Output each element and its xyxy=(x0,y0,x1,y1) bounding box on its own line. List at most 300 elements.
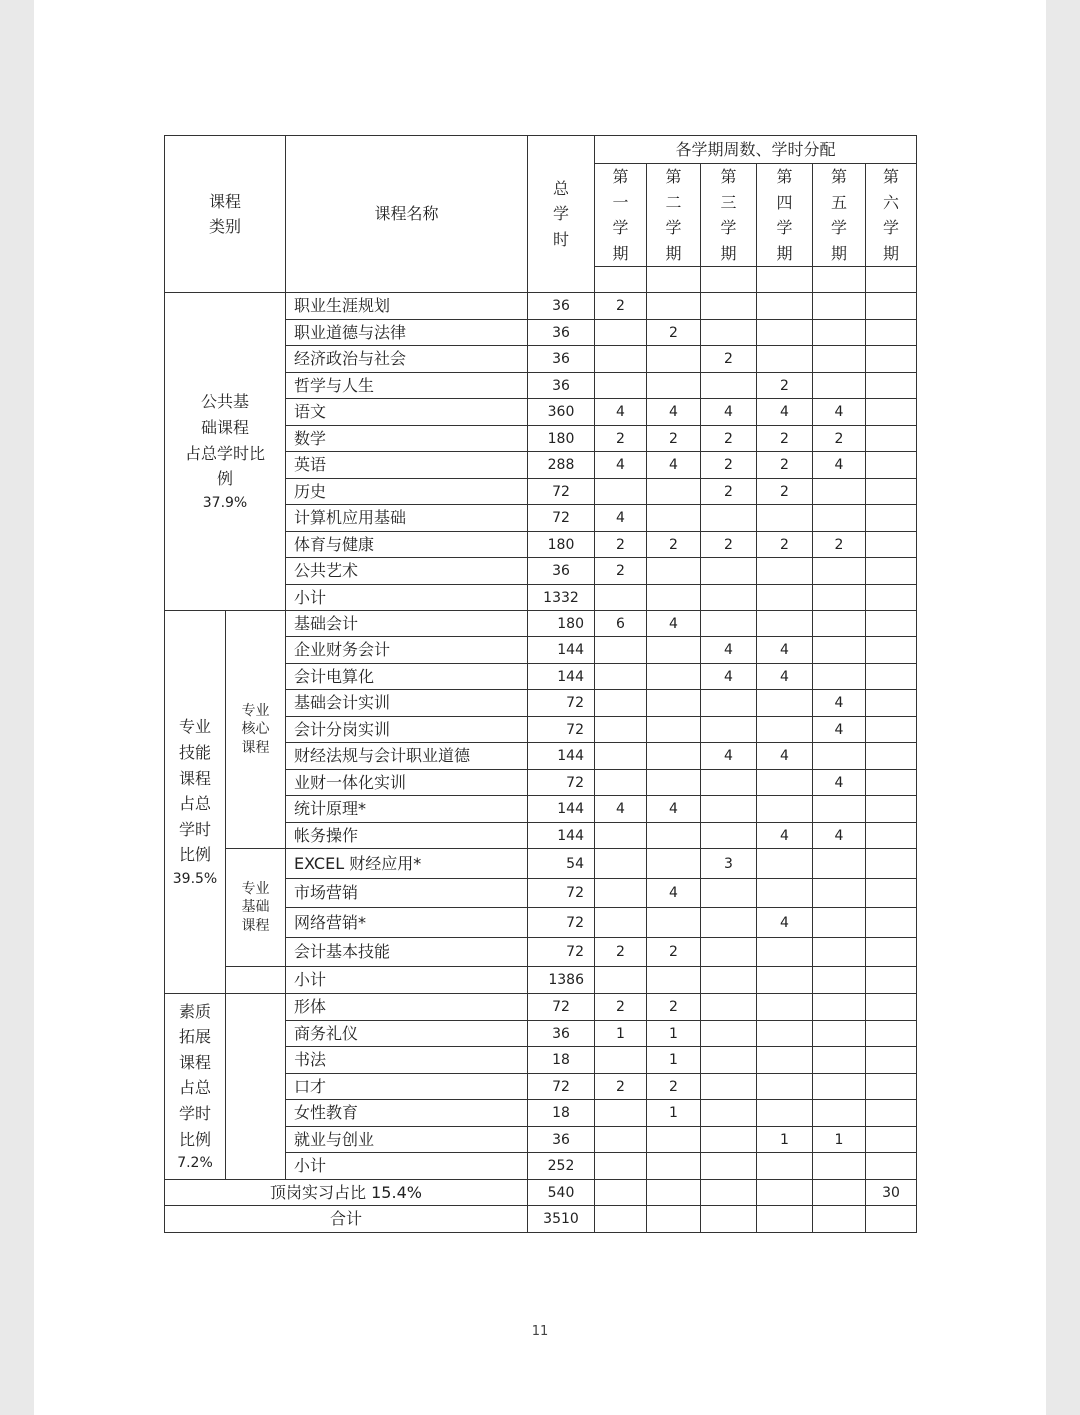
semester-4-hours xyxy=(757,1073,813,1100)
semester-4-hours xyxy=(757,994,813,1021)
semester-5-hours xyxy=(813,796,866,823)
total-hours: 36 xyxy=(528,319,595,346)
public-basic-label-char: 占总学时比 xyxy=(184,443,265,463)
header-semester-label-char: 学 xyxy=(830,218,847,238)
header-semester-1 xyxy=(595,164,647,267)
course-name: 经济政治与社会 xyxy=(286,346,528,373)
semester-1-hours: 2 xyxy=(595,1073,647,1100)
semester-6-hours xyxy=(866,584,917,611)
header-semester-4 xyxy=(757,164,813,267)
semester-3-hours xyxy=(701,878,757,908)
header-semester-3 xyxy=(701,164,757,267)
semester-3-hours xyxy=(701,558,757,585)
semester-3-hours: 2 xyxy=(701,425,757,452)
public-basic-label-char: 公共基 xyxy=(200,392,249,412)
course-name: 会计电算化 xyxy=(286,663,528,690)
semester-1-hours: 4 xyxy=(595,399,647,426)
course-name: 计算机应用基础 xyxy=(286,505,528,532)
header-semester-label-char: 期 xyxy=(665,243,682,263)
semester-2-hours: 4 xyxy=(647,452,701,479)
semester-1-hours xyxy=(595,743,647,770)
total-hours: 180 xyxy=(528,425,595,452)
total-hours: 144 xyxy=(528,637,595,664)
header-category-label-char: 课程 xyxy=(208,191,241,211)
header-blank-cell xyxy=(595,267,647,293)
semester-2-hours xyxy=(647,849,701,879)
semester-6-hours xyxy=(866,1073,917,1100)
course-name: 公共艺术 xyxy=(286,558,528,585)
semester-5-hours xyxy=(813,1073,866,1100)
header-blank-cell xyxy=(866,267,917,293)
course-name: 口才 xyxy=(286,1073,528,1100)
course-name: 就业与创业 xyxy=(286,1126,528,1153)
semester-3-hours: 4 xyxy=(701,663,757,690)
semester-5-hours xyxy=(813,994,866,1021)
total-hours: 360 xyxy=(528,399,595,426)
header-semester-label xyxy=(595,164,646,266)
header-course-name: 课程名称 xyxy=(286,136,528,293)
semester-1-hours xyxy=(595,478,647,505)
semester-4-hours xyxy=(757,796,813,823)
header-category-label-char: 类别 xyxy=(208,217,241,237)
professional-skill-label xyxy=(165,714,225,890)
public-basic-category xyxy=(165,293,286,611)
semester-2-hours: 4 xyxy=(647,611,701,637)
total-hours: 18 xyxy=(528,1047,595,1074)
semester-1-hours xyxy=(595,849,647,879)
semester-6-hours xyxy=(866,505,917,532)
professional-skill-label-percentage: 39.5% xyxy=(172,870,218,887)
semester-2-hours: 2 xyxy=(647,937,701,967)
core-course-label xyxy=(226,702,285,759)
semester-1-hours xyxy=(595,637,647,664)
semester-4-hours xyxy=(757,967,813,994)
course-name: 小计 xyxy=(286,967,528,994)
semester-6-hours xyxy=(866,478,917,505)
header-blank-cell xyxy=(701,267,757,293)
basic-course-label-char: 专业 xyxy=(241,880,270,897)
header-semester-label-char: 期 xyxy=(776,243,793,263)
semester-3-hours xyxy=(701,769,757,796)
semester-4-hours: 2 xyxy=(757,478,813,505)
semester-4-hours xyxy=(757,1047,813,1074)
semester-1-hours xyxy=(595,1100,647,1127)
header-semester-label-char: 三 xyxy=(720,192,737,212)
semester-4-hours xyxy=(757,1153,813,1180)
header-semester-label-char: 学 xyxy=(665,218,682,238)
empty-subcategory-cell xyxy=(226,994,286,1180)
semester-6-hours xyxy=(866,743,917,770)
semester-4-hours xyxy=(757,1100,813,1127)
semester-4-hours: 2 xyxy=(757,452,813,479)
course-name: EXCEL 财经应用* xyxy=(286,849,528,879)
header-semester-label xyxy=(813,164,865,266)
header-semester-label-char: 期 xyxy=(882,243,899,263)
header-semester-label-char: 学 xyxy=(720,218,737,238)
header-semester-label-char: 六 xyxy=(882,192,899,212)
semester-1-hours xyxy=(595,1206,647,1233)
semester-6-hours xyxy=(866,1100,917,1127)
semester-2-hours xyxy=(647,372,701,399)
quality-expansion-label-char: 素质 xyxy=(178,1001,211,1021)
semester-6-hours xyxy=(866,796,917,823)
semester-2-hours xyxy=(647,584,701,611)
quality-expansion-label xyxy=(165,999,225,1175)
semester-1-hours: 2 xyxy=(595,531,647,558)
semester-5-hours xyxy=(813,1206,866,1233)
semester-4-hours: 4 xyxy=(757,399,813,426)
semester-5-hours: 2 xyxy=(813,425,866,452)
public-basic-label-percentage: 37.9% xyxy=(202,494,248,511)
professional-skill-category xyxy=(165,611,226,994)
header-total-label xyxy=(528,176,594,253)
course-name: 哲学与人生 xyxy=(286,372,528,399)
semester-4-hours xyxy=(757,346,813,373)
semester-5-hours: 4 xyxy=(813,690,866,717)
quality-expansion-label-char: 比例 xyxy=(178,1129,211,1149)
semester-1-hours xyxy=(595,822,647,849)
header-semester-label-char: 学 xyxy=(776,218,793,238)
course-name: 语文 xyxy=(286,399,528,426)
semester-4-hours xyxy=(757,769,813,796)
semester-5-hours: 2 xyxy=(813,531,866,558)
semester-6-hours xyxy=(866,637,917,664)
semester-3-hours: 2 xyxy=(701,531,757,558)
semester-4-hours xyxy=(757,1020,813,1047)
course-name: 女性教育 xyxy=(286,1100,528,1127)
semester-5-hours xyxy=(813,967,866,994)
semester-5-hours xyxy=(813,319,866,346)
total-hours: 72 xyxy=(528,769,595,796)
semester-6-hours xyxy=(866,967,917,994)
table-row xyxy=(165,994,917,1021)
professional-skill-label-char: 比例 xyxy=(178,845,211,865)
quality-expansion-label-char: 拓展 xyxy=(178,1027,211,1047)
semester-3-hours: 2 xyxy=(701,452,757,479)
basic-course-label-char: 课程 xyxy=(241,918,270,935)
semester-2-hours: 4 xyxy=(647,878,701,908)
header-semester-label-char: 一 xyxy=(612,192,629,212)
header-total-label-char: 学 xyxy=(552,204,569,224)
semester-5-hours: 4 xyxy=(813,716,866,743)
semester-1-hours xyxy=(595,690,647,717)
semester-6-hours xyxy=(866,611,917,637)
header-blank-cell xyxy=(813,267,866,293)
total-hours: 72 xyxy=(528,878,595,908)
semester-2-hours: 1 xyxy=(647,1100,701,1127)
semester-4-hours xyxy=(757,558,813,585)
semester-6-hours xyxy=(866,1126,917,1153)
header-semester-group: 各学期周数、学时分配 xyxy=(595,136,917,164)
semester-1-hours: 4 xyxy=(595,452,647,479)
semester-3-hours xyxy=(701,690,757,717)
course-name: 职业生涯规划 xyxy=(286,293,528,320)
semester-6-hours xyxy=(866,690,917,717)
course-name: 网络营销* xyxy=(286,908,528,938)
professional-skill-label-char: 学时 xyxy=(178,819,211,839)
total-hours: 144 xyxy=(528,663,595,690)
semester-5-hours xyxy=(813,372,866,399)
semester-1-hours: 2 xyxy=(595,293,647,320)
header-blank-cell xyxy=(647,267,701,293)
semester-4-hours: 2 xyxy=(757,425,813,452)
semester-1-hours xyxy=(595,769,647,796)
semester-3-hours xyxy=(701,1179,757,1206)
semester-4-hours xyxy=(757,716,813,743)
semester-2-hours xyxy=(647,1153,701,1180)
semester-5-hours xyxy=(813,637,866,664)
professional-skill-label-char: 占总 xyxy=(178,794,211,814)
semester-4-hours xyxy=(757,1206,813,1233)
total-hours: 72 xyxy=(528,937,595,967)
semester-6-hours xyxy=(866,452,917,479)
semester-1-hours xyxy=(595,663,647,690)
semester-6-hours xyxy=(866,822,917,849)
total-hours: 180 xyxy=(528,531,595,558)
total-hours: 54 xyxy=(528,849,595,879)
semester-1-hours: 4 xyxy=(595,796,647,823)
semester-3-hours xyxy=(701,1206,757,1233)
header-semester-6 xyxy=(866,164,917,267)
semester-1-hours: 2 xyxy=(595,937,647,967)
semester-3-hours xyxy=(701,319,757,346)
course-name: 基础会计 xyxy=(286,611,528,637)
total-hours: 72 xyxy=(528,716,595,743)
header-semester-label-char: 第 xyxy=(830,167,847,186)
semester-3-hours: 2 xyxy=(701,478,757,505)
semester-5-hours xyxy=(813,1020,866,1047)
semester-6-hours xyxy=(866,908,917,938)
total-hours: 1386 xyxy=(528,967,595,994)
semester-4-hours xyxy=(757,1179,813,1206)
semester-3-hours xyxy=(701,1020,757,1047)
semester-2-hours xyxy=(647,743,701,770)
total-hours: 72 xyxy=(528,505,595,532)
semester-6-hours xyxy=(866,399,917,426)
semester-6-hours: 30 xyxy=(866,1179,917,1206)
semester-3-hours xyxy=(701,1126,757,1153)
semester-1-hours xyxy=(595,716,647,743)
semester-1-hours xyxy=(595,878,647,908)
header-semester-label xyxy=(701,164,756,266)
semester-2-hours: 4 xyxy=(647,399,701,426)
course-name: 业财一体化实训 xyxy=(286,769,528,796)
semester-5-hours xyxy=(813,908,866,938)
basic-course-label xyxy=(226,880,285,937)
semester-1-hours xyxy=(595,1179,647,1206)
header-semester-label xyxy=(647,164,700,266)
total-hours: 1332 xyxy=(528,584,595,611)
semester-2-hours xyxy=(647,293,701,320)
table-row xyxy=(165,849,917,879)
semester-2-hours xyxy=(647,478,701,505)
total-hours: 180 xyxy=(528,611,595,637)
quality-expansion-label-char: 占总 xyxy=(178,1078,211,1098)
semester-3-hours xyxy=(701,716,757,743)
semester-4-hours: 2 xyxy=(757,372,813,399)
total-hours: 144 xyxy=(528,822,595,849)
semester-3-hours xyxy=(701,1153,757,1180)
professional-skill-label-char: 专业 xyxy=(178,717,211,737)
semester-5-hours xyxy=(813,743,866,770)
header-total-hours xyxy=(528,136,595,293)
semester-5-hours xyxy=(813,293,866,320)
total-hours: 3510 xyxy=(528,1206,595,1233)
semester-5-hours xyxy=(813,346,866,373)
semester-5-hours xyxy=(813,1100,866,1127)
semester-6-hours xyxy=(866,663,917,690)
semester-5-hours xyxy=(813,878,866,908)
empty-subcategory-cell xyxy=(226,967,286,994)
total-hours: 252 xyxy=(528,1153,595,1180)
total-hours: 36 xyxy=(528,346,595,373)
semester-6-hours xyxy=(866,425,917,452)
header-semester-5 xyxy=(813,164,866,267)
public-basic-label-char: 础课程 xyxy=(200,418,249,438)
semester-2-hours xyxy=(647,908,701,938)
semester-2-hours xyxy=(647,822,701,849)
total-hours: 144 xyxy=(528,796,595,823)
semester-5-hours xyxy=(813,584,866,611)
header-semester-label-char: 四 xyxy=(776,192,793,212)
semester-2-hours: 1 xyxy=(647,1047,701,1074)
semester-3-hours: 2 xyxy=(701,346,757,373)
semester-2-hours: 2 xyxy=(647,1073,701,1100)
semester-6-hours xyxy=(866,1020,917,1047)
semester-1-hours xyxy=(595,1153,647,1180)
semester-3-hours xyxy=(701,584,757,611)
semester-6-hours xyxy=(866,372,917,399)
semester-2-hours xyxy=(647,1206,701,1233)
header-semester-label xyxy=(866,164,916,266)
header-semester-label-char: 第 xyxy=(612,167,629,186)
semester-4-hours xyxy=(757,584,813,611)
semester-3-hours: 4 xyxy=(701,399,757,426)
table-row xyxy=(165,293,917,320)
semester-1-hours xyxy=(595,1126,647,1153)
course-name: 形体 xyxy=(286,994,528,1021)
header-semester-label-char: 第 xyxy=(720,167,737,186)
header-semester-label-char: 第 xyxy=(665,167,682,186)
semester-4-hours: 2 xyxy=(757,531,813,558)
semester-3-hours xyxy=(701,908,757,938)
quality-expansion-label-char: 学时 xyxy=(178,1104,211,1124)
semester-3-hours: 3 xyxy=(701,849,757,879)
core-course-label-char: 专业 xyxy=(241,702,270,719)
core-course-label-char: 课程 xyxy=(241,740,270,757)
semester-1-hours: 2 xyxy=(595,994,647,1021)
semester-2-hours: 2 xyxy=(647,319,701,346)
semester-5-hours: 4 xyxy=(813,769,866,796)
semester-6-hours xyxy=(866,531,917,558)
course-name: 企业财务会计 xyxy=(286,637,528,664)
semester-2-hours xyxy=(647,716,701,743)
semester-6-hours xyxy=(866,769,917,796)
semester-3-hours xyxy=(701,372,757,399)
total-hours: 288 xyxy=(528,452,595,479)
semester-3-hours xyxy=(701,967,757,994)
semester-1-hours: 1 xyxy=(595,1020,647,1047)
semester-6-hours xyxy=(866,1153,917,1180)
semester-1-hours xyxy=(595,346,647,373)
core-course-label-char: 核心 xyxy=(241,721,270,738)
semester-5-hours xyxy=(813,849,866,879)
semester-2-hours xyxy=(647,1179,701,1206)
course-name: 会计分岗实训 xyxy=(286,716,528,743)
course-name: 英语 xyxy=(286,452,528,479)
course-name: 数学 xyxy=(286,425,528,452)
quality-expansion-label-char: 课程 xyxy=(178,1052,211,1072)
header-category-label xyxy=(165,189,285,240)
semester-3-hours xyxy=(701,611,757,637)
semester-6-hours xyxy=(866,1206,917,1233)
course-name: 小计 xyxy=(286,584,528,611)
header-semester-label-char: 期 xyxy=(612,243,629,263)
header-semester-label-char: 学 xyxy=(612,218,629,238)
semester-1-hours xyxy=(595,1047,647,1074)
course-name: 会计基本技能 xyxy=(286,937,528,967)
semester-4-hours xyxy=(757,849,813,879)
semester-6-hours xyxy=(866,937,917,967)
semester-1-hours: 2 xyxy=(595,425,647,452)
course-name: 市场营销 xyxy=(286,878,528,908)
internship-label: 顶岗实习占比 15.4% xyxy=(165,1179,528,1206)
semester-6-hours xyxy=(866,558,917,585)
course-name: 帐务操作 xyxy=(286,822,528,849)
total-hours: 18 xyxy=(528,1100,595,1127)
basic-course-label-char: 基础 xyxy=(241,899,270,916)
core-course-subcategory xyxy=(226,611,286,849)
semester-6-hours xyxy=(866,994,917,1021)
header-semester-label-char: 期 xyxy=(720,243,737,263)
semester-3-hours xyxy=(701,994,757,1021)
page-number: 11 xyxy=(531,1324,549,1339)
semester-4-hours: 4 xyxy=(757,637,813,664)
header-semester-2 xyxy=(647,164,701,267)
header-semester-label-char: 第 xyxy=(776,167,793,186)
semester-3-hours: 4 xyxy=(701,637,757,664)
total-hours: 72 xyxy=(528,908,595,938)
semester-6-hours xyxy=(866,346,917,373)
semester-2-hours xyxy=(647,690,701,717)
semester-1-hours xyxy=(595,372,647,399)
quality-expansion-category xyxy=(165,994,226,1180)
header-category xyxy=(165,136,286,293)
total-hours: 36 xyxy=(528,558,595,585)
semester-5-hours xyxy=(813,937,866,967)
semester-3-hours xyxy=(701,1073,757,1100)
header-semester-label-char: 学 xyxy=(882,218,899,238)
semester-4-hours: 4 xyxy=(757,822,813,849)
semester-5-hours xyxy=(813,663,866,690)
header-semester-label-char: 五 xyxy=(830,192,847,212)
semester-4-hours xyxy=(757,293,813,320)
semester-5-hours xyxy=(813,1047,866,1074)
semester-2-hours xyxy=(647,346,701,373)
semester-3-hours xyxy=(701,822,757,849)
semester-2-hours xyxy=(647,558,701,585)
semester-3-hours xyxy=(701,505,757,532)
semester-4-hours: 4 xyxy=(757,908,813,938)
semester-3-hours xyxy=(701,293,757,320)
public-basic-label xyxy=(165,389,285,514)
semester-2-hours: 1 xyxy=(647,1020,701,1047)
header-total-label-char: 时 xyxy=(552,229,569,249)
table-row xyxy=(165,611,917,637)
semester-1-hours: 6 xyxy=(595,611,647,637)
semester-3-hours xyxy=(701,1047,757,1074)
semester-4-hours xyxy=(757,878,813,908)
